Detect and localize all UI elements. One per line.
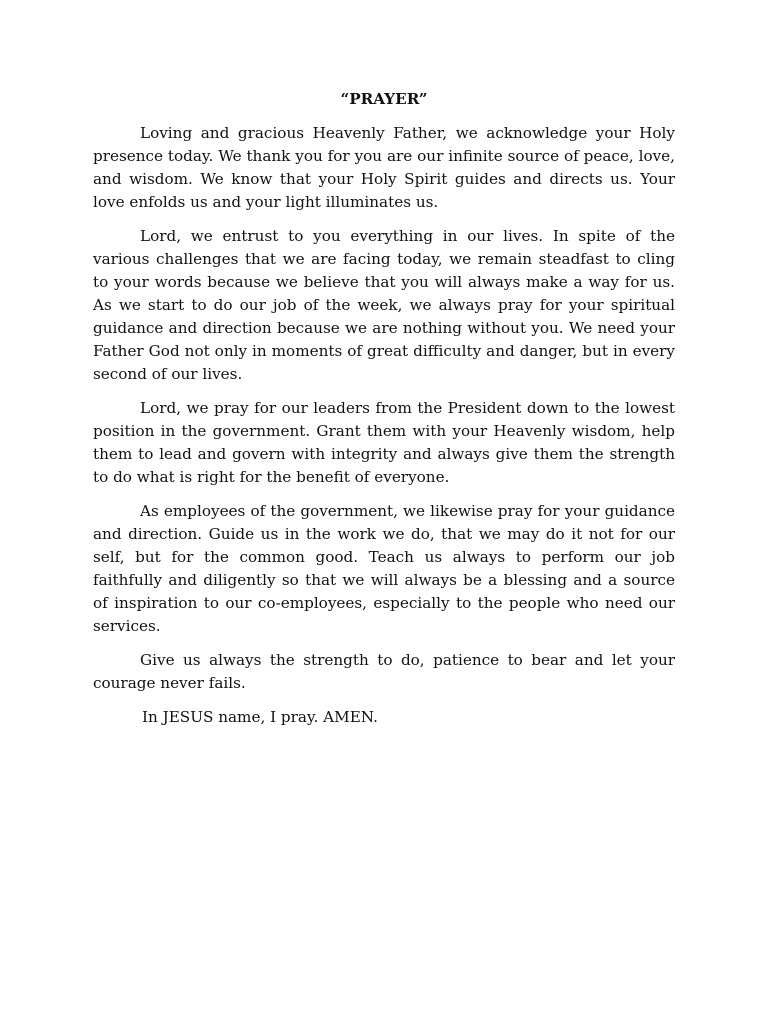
paragraph-opening: Loving and gracious Heavenly Father, we acknowledge your Holy presence today. We thank you for you are our infinite source of peace, love, and wisdom. We know that your Holy Spirit guides and directs us. Your love enfolds us and your light illuminates us. [93, 124, 675, 211]
page-title: “PRAYER” [340, 90, 428, 108]
prayer-body [93, 88, 675, 729]
paragraph-strength: Give us always the strength to do, patience to bear and let your courage never fails. [93, 651, 675, 692]
paragraph-leaders: Lord, we pray for our leaders from the President down to the lowest position in the government. Grant them with your Heavenly wisdom, help them to lead and govern with integrity and always give them the strength to do what is right for the benefit of everyone. [93, 399, 675, 486]
paragraph-entrust: Lord, we entrust to you everything in our lives. In spite of the various challenges that we are facing today, we remain steadfast to cling to your words because we believe that you will always make a way for us. As we start to do our job of the week, we always pray for your spiritual guidance and direction because we are nothing without you. We need your Father God not only in moments of great difficulty and danger, but in every second of our lives. [93, 227, 675, 383]
paragraph-employees: As employees of the government, we likewise pray for your guidance and direction. Guide us in the work we do, that we may do it not for our self, but for the common good. Teach us always to perform our job faithfully and diligently so that we will always be a blessing and a source of inspiration to our co-employees, especially to the people who need our services. [93, 502, 675, 635]
closing-line: In JESUS name, I pray. AMEN. [142, 708, 378, 726]
